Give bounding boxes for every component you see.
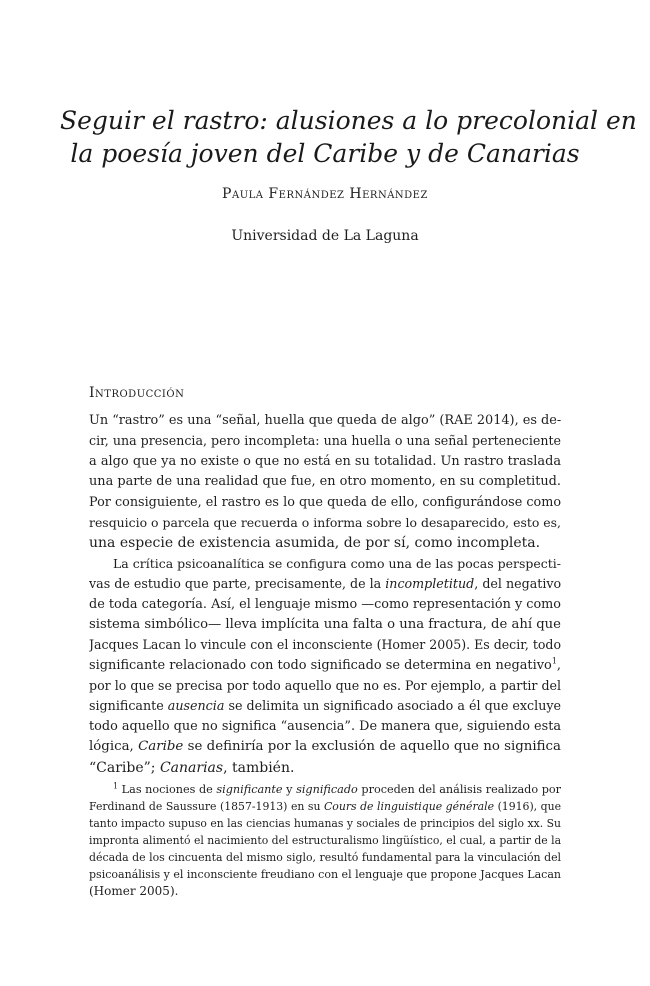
book-title: Cours de linguistique générale	[323, 800, 495, 813]
emphasis-ausencia: ausencia	[167, 698, 225, 714]
footnote-line: (Homer 2005).	[89, 884, 179, 898]
body-line: resquicio o parcela que recuerda o informa sobre lo desaparecido, esto es,	[89, 514, 561, 530]
body-line: cir, una presencia, pero incompleta: una huella o una señal perteneciente	[89, 433, 561, 449]
emphasis-caribe: Caribe	[138, 739, 184, 755]
footnote-line: Ferdinand de Saussure (1857-1913) en su Cours de linguistique générale (1916), que	[89, 800, 561, 813]
author-name: Paula Fernández Hernández	[222, 186, 428, 202]
body-line: La crítica psicoanalítica se configura como una de las pocas perspecti-	[113, 555, 561, 571]
body-line: sistema simbólico— lleva implícita una falta o una fractura, de ahí que	[89, 616, 561, 632]
body-line: por lo que se precisa por todo aquello que no es. Por ejemplo, a partir del	[89, 678, 561, 694]
body-line: una parte de una realidad que fue, en otro momento, en su completitud.	[89, 474, 561, 490]
footnote-marker[interactable]: 1	[551, 656, 557, 666]
emphasis-incompletitud: incompletitud	[385, 576, 475, 592]
footnote-line: psicoanálisis y el inconsciente freudiano con el lenguaje que propone Jacques Lacan	[89, 868, 561, 881]
footnote-line: tanto impacto supuso en las ciencias humanas y sociales de principios del siglo xx. Su	[89, 817, 561, 830]
emphasis-canarias: Canarias	[159, 759, 224, 776]
title-line-1: Seguir el rastro: alusiones a lo precolonial en	[60, 106, 637, 135]
body-line: Un “rastro” es una “señal, huella que queda de algo” (RAE 2014), es de-	[89, 413, 561, 428]
body-line: de toda categoría. Así, el lenguaje mismo —como representación y como	[89, 596, 561, 612]
body-line: lógica, Caribe se definiría por la exclusión de aquello que no significa	[89, 739, 561, 755]
footnote-number: 1	[113, 781, 119, 791]
body-line: significante ausencia se delimita un significado asociado a él que excluye	[89, 698, 561, 714]
body-text	[89, 411, 561, 778]
section-heading: Introducción	[89, 385, 185, 401]
body-line: vas de estudio que parte, precisamente, de la incompletitud, del negativo	[89, 576, 561, 592]
footnote-line: década de los cincuenta del mismo siglo, resultó fundamental para la vinculación del	[89, 851, 561, 864]
title-line-2: la poesía joven del Caribe y de Canarias	[70, 139, 580, 168]
body-line: una especie de existencia asumida, de por sí, como incompleta.	[89, 535, 541, 552]
body-line: a algo que ya no existe o que no está en su totalidad. Un rastro traslada	[89, 453, 561, 469]
footnote-line: $^1$ Las nociones de significante y significado proceden del análisis realizado por	[113, 781, 561, 796]
article-title	[60, 104, 637, 170]
body-line: “Caribe”; Canarias, también.	[89, 759, 295, 776]
body-line: significante relacionado con todo significado se determina en negativo$^1$,	[89, 656, 561, 673]
footnote	[89, 781, 561, 900]
footnote-line: impronta alimentó el nacimiento del estructuralismo lingüístico, el cual, a partir de la	[89, 834, 561, 847]
author-affiliation: Universidad de La Laguna	[231, 228, 419, 244]
body-line: Por consiguiente, el rastro es lo que queda de ello, configurándose como	[89, 494, 561, 510]
body-line: todo aquello que no significa “ausencia”. De manera que, siguiendo esta	[89, 718, 561, 734]
body-line: Jacques Lacan lo vincule con el inconsciente (Homer 2005). Es decir, todo	[89, 637, 561, 653]
